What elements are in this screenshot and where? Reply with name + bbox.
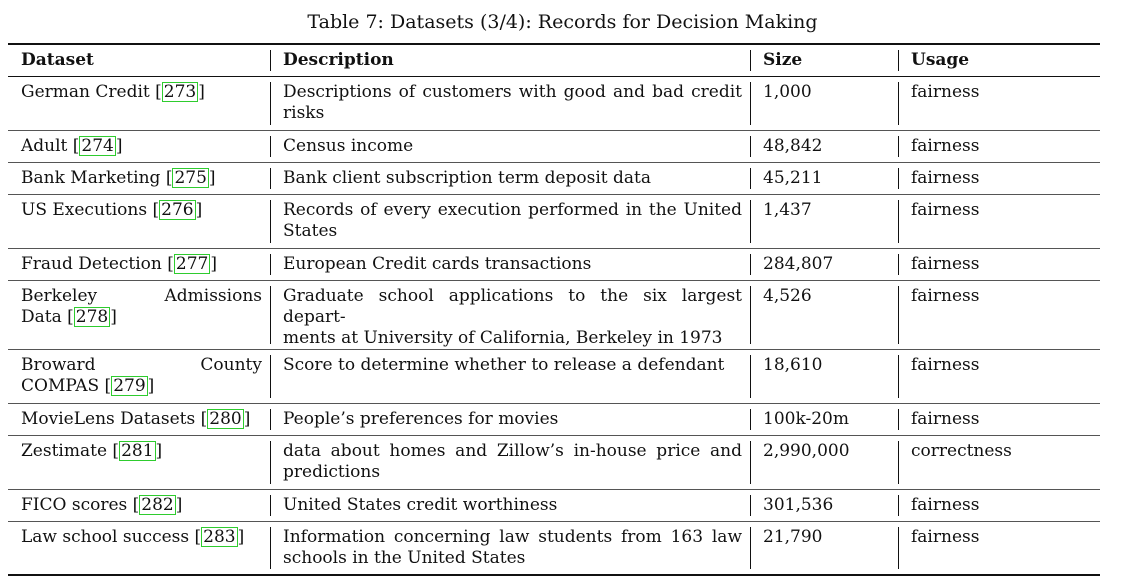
description-cell: European Credit cards transactions bbox=[270, 248, 750, 280]
citation-link[interactable]: 273 bbox=[163, 81, 197, 102]
datasets-table bbox=[8, 43, 1100, 576]
description-cell bbox=[270, 435, 750, 489]
dataset-cell bbox=[8, 280, 270, 349]
usage-cell: fairness bbox=[898, 162, 1100, 194]
usage-cell: fairness bbox=[898, 489, 1100, 521]
description-line: Descriptions of customers with good and bad credit bbox=[283, 81, 742, 102]
header-dataset: Dataset bbox=[21, 50, 94, 70]
usage-cell: fairness bbox=[898, 76, 1100, 130]
usage-cell: fairness bbox=[898, 349, 1100, 403]
description-cell: United States credit worthiness bbox=[270, 489, 750, 521]
dataset-cell: Adult [ 274 ] bbox=[21, 135, 123, 156]
dataset-cell: German Credit [ 273 ] bbox=[21, 81, 205, 102]
size-cell: 21,790 bbox=[750, 521, 898, 575]
header-size: Size bbox=[750, 44, 898, 76]
size-cell: 45,211 bbox=[750, 162, 898, 194]
citation-link[interactable]: 279 bbox=[113, 375, 146, 396]
description-line: risks bbox=[283, 102, 325, 123]
dataset-line: Data [ 278 ] bbox=[21, 306, 117, 327]
table-row bbox=[8, 435, 1100, 489]
table-row bbox=[8, 489, 1100, 521]
dataset-cell: FICO scores [ 282 ] bbox=[21, 494, 183, 515]
dataset-cell: Law school success [ 283 ] bbox=[21, 526, 245, 547]
dataset-cell: MovieLens Datasets [ 280 ] bbox=[21, 408, 251, 429]
usage-cell: fairness bbox=[898, 403, 1100, 435]
citation-link[interactable]: 282 bbox=[141, 494, 174, 515]
description-line: Records of every execution performed in the United bbox=[283, 199, 742, 220]
table-row bbox=[8, 403, 1100, 435]
usage-cell: fairness bbox=[898, 280, 1100, 349]
table-row bbox=[8, 521, 1100, 575]
table-row bbox=[8, 280, 1100, 349]
citation-link[interactable]: 275 bbox=[174, 167, 207, 188]
dataset-line: COMPAS [ 279 ] bbox=[21, 375, 155, 396]
usage-cell: fairness bbox=[898, 130, 1100, 162]
description-line: ments at University of California, Berkeley in 1973 bbox=[283, 327, 723, 348]
table-row bbox=[8, 248, 1100, 280]
size-cell: 100k-20m bbox=[750, 403, 898, 435]
citation-link[interactable]: 276 bbox=[161, 199, 194, 220]
size-cell: 2,990,000 bbox=[750, 435, 898, 489]
description-cell bbox=[270, 521, 750, 575]
size-cell: 301,536 bbox=[750, 489, 898, 521]
description-line: predictions bbox=[283, 461, 381, 482]
citation-link[interactable]: 283 bbox=[203, 526, 236, 547]
size-cell: 1,000 bbox=[750, 76, 898, 130]
size-cell: 4,526 bbox=[750, 280, 898, 349]
size-cell: 18,610 bbox=[750, 349, 898, 403]
description-line: Graduate school applications to the six largest depart- bbox=[283, 285, 742, 327]
dataset-cell: Bank Marketing [ 275 ] bbox=[21, 167, 216, 188]
table-row bbox=[8, 194, 1100, 248]
size-cell: 1,437 bbox=[750, 194, 898, 248]
description-cell: Bank client subscription term deposit data bbox=[270, 162, 750, 194]
description-line: Information concerning law students from 163 law bbox=[283, 526, 742, 547]
citation-link[interactable]: 280 bbox=[209, 408, 242, 429]
table-caption: Table 7: Datasets (3/4): Records for Decision Making bbox=[307, 11, 818, 33]
description-cell: Score to determine whether to release a defendant bbox=[270, 349, 750, 403]
dataset-cell bbox=[8, 349, 270, 403]
table-row bbox=[8, 162, 1100, 194]
table-row bbox=[8, 130, 1100, 162]
description-cell bbox=[270, 76, 750, 130]
usage-cell: correctness bbox=[898, 435, 1100, 489]
dataset-cell: Fraud Detection [ 277 ] bbox=[21, 253, 217, 274]
description-line: States bbox=[283, 220, 338, 241]
table-row bbox=[8, 76, 1100, 130]
dataset-cell: US Executions [ 276 ] bbox=[21, 199, 203, 220]
citation-link[interactable]: 281 bbox=[121, 440, 154, 461]
usage-cell: fairness bbox=[898, 194, 1100, 248]
dataset-line: Broward County bbox=[21, 354, 262, 375]
description-cell: Census income bbox=[270, 130, 750, 162]
size-cell: 284,807 bbox=[750, 248, 898, 280]
usage-cell: fairness bbox=[898, 248, 1100, 280]
dataset-cell: Zestimate [ 281 ] bbox=[21, 440, 163, 461]
description-cell: People’s preferences for movies bbox=[270, 403, 750, 435]
header-usage: Usage bbox=[898, 44, 1100, 76]
header-row bbox=[8, 44, 1100, 76]
description-line: data about homes and Zillow’s in-house price and bbox=[283, 440, 742, 461]
header-description: Description bbox=[270, 44, 750, 76]
description-cell bbox=[270, 194, 750, 248]
citation-link[interactable]: 278 bbox=[75, 306, 109, 327]
dataset-line: Berkeley Admissions bbox=[21, 285, 262, 306]
description-cell bbox=[270, 280, 750, 349]
description-line: schools in the United States bbox=[283, 547, 526, 568]
table-row bbox=[8, 349, 1100, 403]
citation-link[interactable]: 274 bbox=[81, 135, 114, 156]
usage-cell: fairness bbox=[898, 521, 1100, 575]
size-cell: 48,842 bbox=[750, 130, 898, 162]
citation-link[interactable]: 277 bbox=[175, 253, 209, 274]
